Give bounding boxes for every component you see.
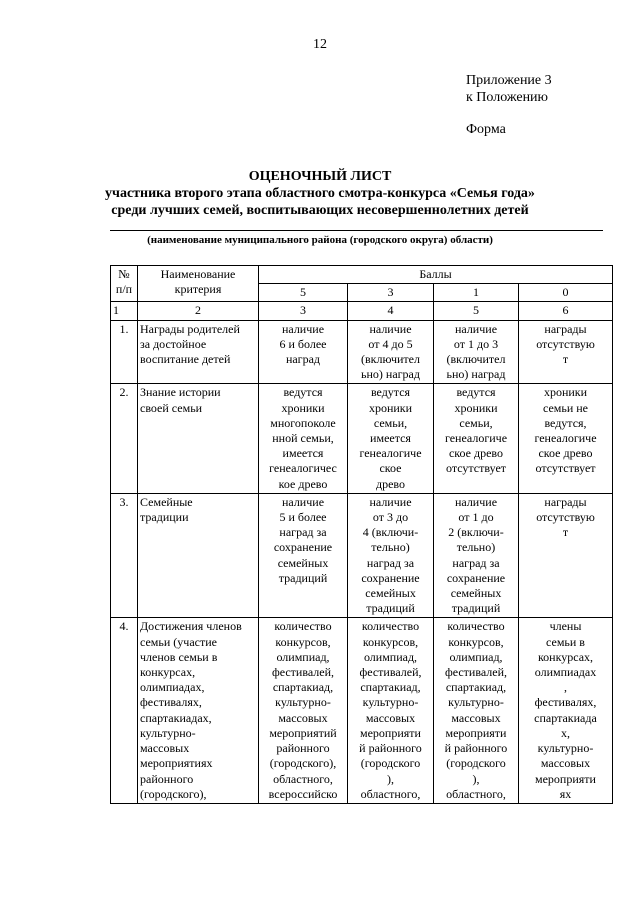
col-number: 3 bbox=[259, 302, 348, 320]
col-number: 5 bbox=[434, 302, 519, 320]
score-header: 0 bbox=[519, 284, 613, 302]
table-row bbox=[111, 384, 613, 493]
row-number: 1. bbox=[111, 320, 138, 384]
score-cell: члены семьи в конкурсах, олимпиадах , фестивалях, спартакиада х, культурно- массовых мероприяти ях bbox=[519, 618, 613, 803]
score-cell: наличие от 1 до 2 (включи- тельно) наград за сохранение семейных традиций bbox=[434, 493, 519, 618]
district-caption: (наименование муниципального района (городского округа) области) bbox=[147, 234, 493, 246]
score-cell: наличие от 3 до 4 (включи- тельно) наград за сохранение семейных традиций bbox=[348, 493, 434, 618]
score-cell: наличие от 4 до 5 (включител ьно) наград bbox=[348, 320, 434, 384]
score-cell: наличие 5 и более наград за сохранение семейных традиций bbox=[259, 493, 348, 618]
appendix-line-2: к Положению bbox=[466, 90, 549, 105]
appendix-line-1: Приложение 3 bbox=[466, 73, 552, 88]
fill-in-line bbox=[110, 230, 603, 231]
score-cell: ведутся хроники многопоколе нной семьи, имеется генеалогичес кое древо bbox=[259, 384, 348, 493]
score-cell: ведутся хроники семьи, имеется генеалогиче ское древо bbox=[348, 384, 434, 493]
score-cell: наличие 6 и более наград bbox=[259, 320, 348, 384]
score-cell: наличие от 1 до 3 (включител ьно) наград bbox=[434, 320, 519, 384]
table-row bbox=[111, 618, 613, 803]
score-header: 1 bbox=[434, 284, 519, 302]
row-number: 3. bbox=[111, 493, 138, 618]
criterion-name: Семейные традиции bbox=[138, 493, 259, 618]
criterion-name: Достижения членов семьи (участие членов семьи в конкурсах, олимпиадах, фестивалях, спартакиадах, культурно- массовых мероприятиях районного (городского), bbox=[138, 618, 259, 803]
evaluation-table bbox=[110, 265, 613, 804]
row-number: 4. bbox=[111, 618, 138, 803]
table-header-row bbox=[111, 266, 613, 284]
document-title: ОЦЕНОЧНЫЙ ЛИСТ bbox=[248, 169, 392, 184]
table-row bbox=[111, 320, 613, 384]
score-cell: количество конкурсов, олимпиад, фестивалей, спартакиад, культурно- массовых мероприяти й районного (городского ), областного, bbox=[348, 618, 434, 803]
document-subtitle-line-1: участника второго этапа областного смотра-конкурса «Семья года» bbox=[105, 186, 535, 201]
document-subtitle-line-2: среди лучших семей, воспитывающих несовершеннолетних детей bbox=[111, 203, 529, 218]
row-number: 2. bbox=[111, 384, 138, 493]
page-number: 12 bbox=[313, 37, 327, 52]
column-number-row bbox=[111, 302, 613, 320]
col-number: 1 bbox=[111, 302, 138, 320]
score-header: 5 bbox=[259, 284, 348, 302]
score-cell: количество конкурсов, олимпиад, фестивалей, спартакиад, культурно- массовых мероприятий районного (городского), областного, всероссийско bbox=[259, 618, 348, 803]
score-cell: количество конкурсов, олимпиад, фестивалей, спартакиад, культурно- массовых мероприяти й районного (городского ), областного, bbox=[434, 618, 519, 803]
criterion-name: Награды родителей за достойное воспитание детей bbox=[138, 320, 259, 384]
score-cell: награды отсутствую т bbox=[519, 320, 613, 384]
criterion-name: Знание истории своей семьи bbox=[138, 384, 259, 493]
table-row bbox=[111, 493, 613, 618]
header-criterion: Наименование критерия bbox=[138, 266, 259, 302]
col-number: 4 bbox=[348, 302, 434, 320]
header-points: Баллы bbox=[259, 266, 613, 284]
col-number: 2 bbox=[138, 302, 259, 320]
col-number: 6 bbox=[519, 302, 613, 320]
header-num: № п/п bbox=[111, 266, 138, 302]
score-header: 3 bbox=[348, 284, 434, 302]
score-cell: хроники семьи не ведутся, генеалогиче ское древо отсутствует bbox=[519, 384, 613, 493]
score-cell: ведутся хроники семьи, генеалогиче ское древо отсутствует bbox=[434, 384, 519, 493]
form-label: Форма bbox=[466, 122, 506, 137]
score-cell: награды отсутствую т bbox=[519, 493, 613, 618]
